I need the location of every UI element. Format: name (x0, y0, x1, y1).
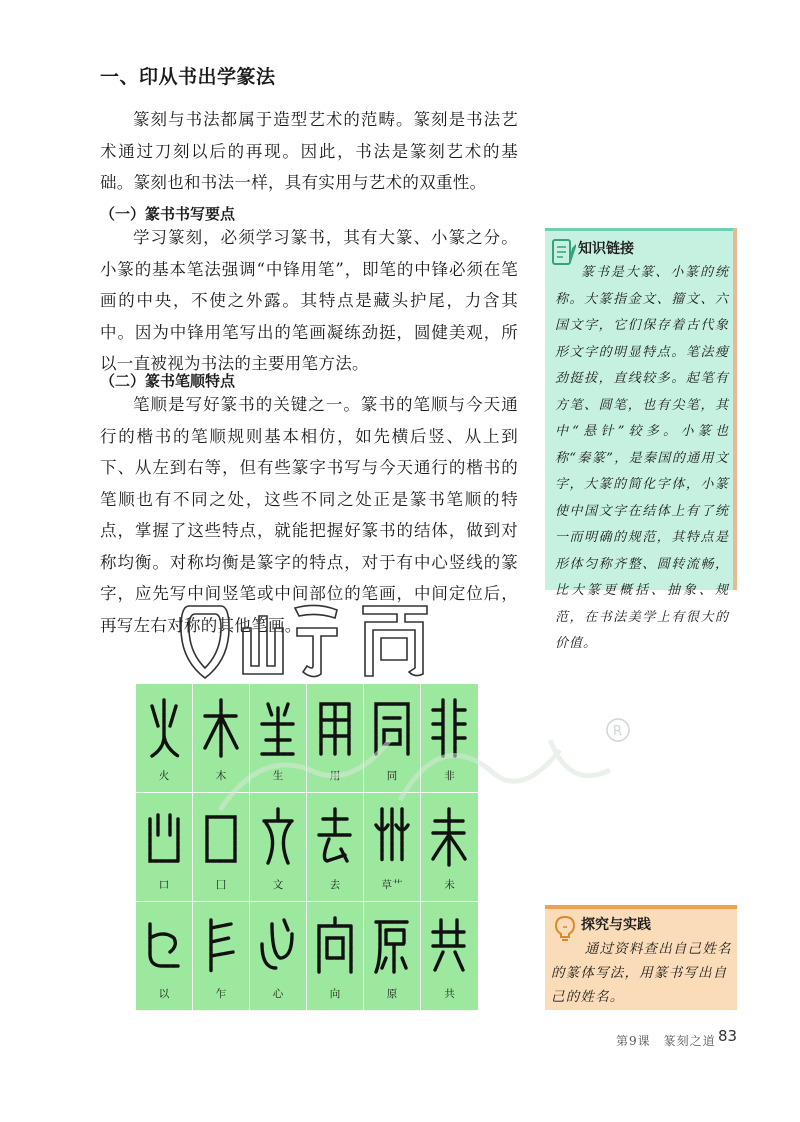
knowledge-link-text: 篆书是大篆、小篆的统称。大篆指金文、籀文、六国文字，它们保存着古代象形文字的明显特点。笔法瘦劲挺拔，直线较多。起笔有方笔、圆笔，也有尖笔，其中“悬针”较多。小篆也称“秦篆”，是秦国的通用文字，大篆的简化字体，小篆使中国文字在结体上有了统一而明确的规范，其特点是形体匀称齐整、圆转流畅，比大篆更概括、抽象、规范，在书法美学上有很大的价值。 (555, 265, 729, 651)
character-label: 共 (444, 988, 455, 1000)
character-cell (193, 902, 250, 1011)
character-label: 用 (329, 770, 341, 782)
character-label: 去 (329, 879, 341, 891)
character-label: 囗 (215, 879, 227, 891)
character-label: 火 (158, 770, 170, 782)
subsection-text-2: 笔顺是写好篆书的关键之一。篆书的笔顺与今天通行的楷书的笔顺规则基本相仿，如先横后竖、从上到下、从左到右等，但有些篆字书写与今天通行的楷书的笔顺也有不同之处，这些不同之处正是篆书笔顺的特点，掌握了这些特点，就能把握好篆书的结体，做到对称均衡。对称均衡是篆字的特点，对于有中心竖线的篆字，应先写中间竖笔或中间部位的笔画，中间定位后，再写左右对称的其他笔画。 (100, 395, 518, 635)
character-label: 文 (272, 879, 284, 891)
seal-script-glyph (201, 914, 241, 978)
footer-lesson-label: 第9课 篆刻之道 (616, 1034, 716, 1048)
subsection-title-1: （一）篆书书写要点 (100, 205, 236, 223)
seal-script-glyph (315, 914, 355, 978)
section-title: 一、印从书出学篆法 (100, 66, 276, 88)
character-label: 非 (444, 770, 455, 782)
character-label: 向 (329, 988, 341, 1000)
explore-practice-title: 探究与实践 (581, 917, 651, 933)
character-label: 心 (272, 988, 284, 1000)
character-label: 乍 (215, 988, 227, 1000)
character-label: 草艹 (381, 879, 403, 891)
seal-script-glyph (144, 914, 184, 978)
character-cell (421, 902, 478, 1011)
seal-outline-characters-image (177, 598, 433, 684)
character-label: 原 (386, 988, 398, 1000)
explore-practice-text: 通过资料查出自己姓名的篆体写法，用篆书写出自己的姓名。 (551, 941, 732, 1005)
subsection-title-2: （二）篆书笔顺特点 (100, 372, 236, 390)
subsection-text-1: 学习篆刻，必须学习篆书，其有大篆、小篆之分。小篆的基本笔法强调“中锋用笔”，即笔的中锋必须在笔画的中央，不使之外露。其特点是藏头护尾，力含其中。因为中锋用笔写出的笔画凝练劲挺，圆健美观，所以一直被视为书法的主要用笔方法。 (100, 228, 518, 373)
seal-script-glyph (372, 914, 412, 978)
character-cell (307, 902, 364, 1011)
character-label: 以 (158, 988, 170, 1000)
character-cell (136, 793, 193, 902)
character-label: 生 (272, 770, 284, 782)
seal-script-glyph (144, 805, 184, 869)
character-cell (136, 902, 193, 1011)
publisher-watermark-logo (200, 710, 640, 830)
explore-practice-box (545, 905, 737, 1010)
character-label: 口 (158, 879, 170, 891)
character-label: 同 (386, 770, 398, 782)
character-cell (364, 902, 421, 1011)
character-cell (136, 684, 193, 793)
character-label: 未 (444, 879, 455, 891)
seal-script-glyph (429, 914, 469, 978)
page-number: 83 (718, 1027, 738, 1045)
intro-paragraph: 篆刻与书法都属于造型艺术的范畴。篆刻是书法艺术通过刀刻以后的再现。因此，书法是篆刻艺术的基础。篆刻也和书法一样，具有实用与艺术的双重性。 (100, 110, 518, 192)
seal-script-glyph (144, 696, 184, 760)
seal-script-glyph (258, 914, 298, 978)
character-label: 木 (215, 770, 227, 782)
svg-text:R: R (613, 724, 623, 739)
knowledge-link-title: 知识链接 (578, 241, 634, 257)
knowledge-link-box (545, 228, 737, 651)
character-cell (250, 902, 307, 1011)
